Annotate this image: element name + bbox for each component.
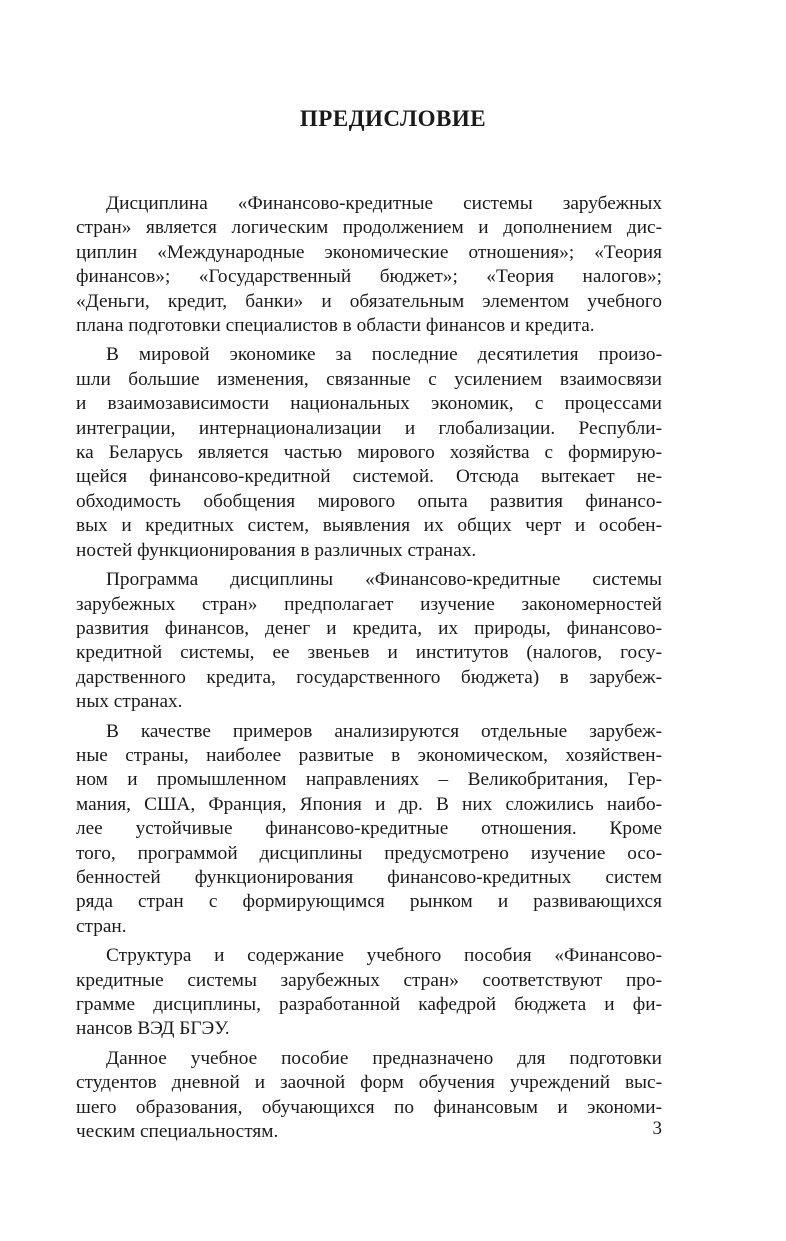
text-line: кредитные системы зарубежных стран» соответствуют про- [76,969,662,991]
text-line: В мировой экономике за последние десятилетия произо- [106,344,662,366]
text-line: студентов дневной и заочной форм обучения учреждений выс- [76,1072,662,1094]
body-text [76,192,662,1149]
text-line: ка Беларусь является частью мирового хозяйства с формирую- [76,442,662,464]
paragraph-6 [76,1047,662,1145]
paragraph-3 [76,568,662,714]
paragraph-1 [76,192,662,338]
text-line: зарубежных стран» предполагает изучение закономерностей [76,593,662,615]
text-line: ные страны, наиболее развитые в экономическом, хозяйствен- [76,744,662,766]
text-line: грамме дисциплины, разработанной кафедрой бюджета и фи- [76,994,662,1015]
text-line: ряда стран с формирующимся рынком и развивающихся [76,891,662,913]
text-line: Дисциплина «Финансово-кредитные системы зарубежных [106,193,662,214]
paragraph-5 [76,944,662,1042]
text-line: ном и промышленном направлениях – Великобритания, Гер- [76,769,662,791]
paragraph-2 [76,343,662,563]
page-title: ПРЕДИСЛОВИЕ [299,106,487,131]
text-line: дарственного кредита, государственного бюджета) в зарубеж- [76,666,662,688]
text-line: развития финансов, денег и кредита, их природы, финансово- [76,617,662,639]
text-line: нансов ВЭД БГЭУ. [76,1018,230,1040]
text-line: вых и кредитных систем, выявления их общих черт и особен- [76,515,662,537]
text-line: плана подготовки специалистов в области финансов и кредита. [76,315,595,337]
page-number: 3 [652,1118,662,1139]
text-line: ностей функционирования в различных странах. [76,539,477,561]
text-line: бенностей функционирования финансово-кредитных систем [76,866,662,888]
text-line: мания, США, Франция, Япония и др. В них сложились наибо- [76,793,662,815]
text-line: стран. [76,915,127,937]
text-line: Программа дисциплины «Финансово-кредитные системы [106,569,662,591]
text-line: того, программой дисциплины предусмотрено изучение осо- [76,842,662,864]
text-line: «Деньги, кредит, банки» и обязательным элементом учебного [76,290,662,312]
text-line: щейся финансово-кредитной системой. Отсюда вытекает не- [76,466,662,488]
text-line: лее устойчивые финансово-кредитные отношения. Кроме [76,818,662,840]
text-line: обходимость обобщения мирового опыта развития финансо- [76,490,662,512]
text-line: циплин «Международные экономические отношения»; «Теория [76,241,662,263]
text-line: стран» является логическим продолжением и дополнением дис- [76,217,662,239]
paragraph-4 [76,720,662,940]
text-line: шли большие изменения, связанные с усилением взаимосвязи [76,368,662,390]
text-line: ных странах. [76,691,183,713]
text-line: кредитной системы, ее звеньев и институтов (налогов, госу- [76,642,662,664]
text-line: шего образования, обучающихся по финансовым и экономи- [76,1096,662,1118]
text-line: интеграции, интернационализации и глобализации. Республи- [76,417,662,439]
text-line: Данное учебное пособие предназначено для подготовки [106,1047,662,1069]
text-line: и взаимозависимости национальных экономик, с процессами [76,393,662,415]
text-line: Структура и содержание учебного пособия «Финансово- [106,945,662,967]
text-line: финансов»; «Государственный бюджет»; «Теория налогов»; [76,266,662,288]
text-line: В качестве примеров анализируются отдельные зарубеж- [106,720,662,742]
text-line: ческим специальностям. [76,1121,279,1143]
